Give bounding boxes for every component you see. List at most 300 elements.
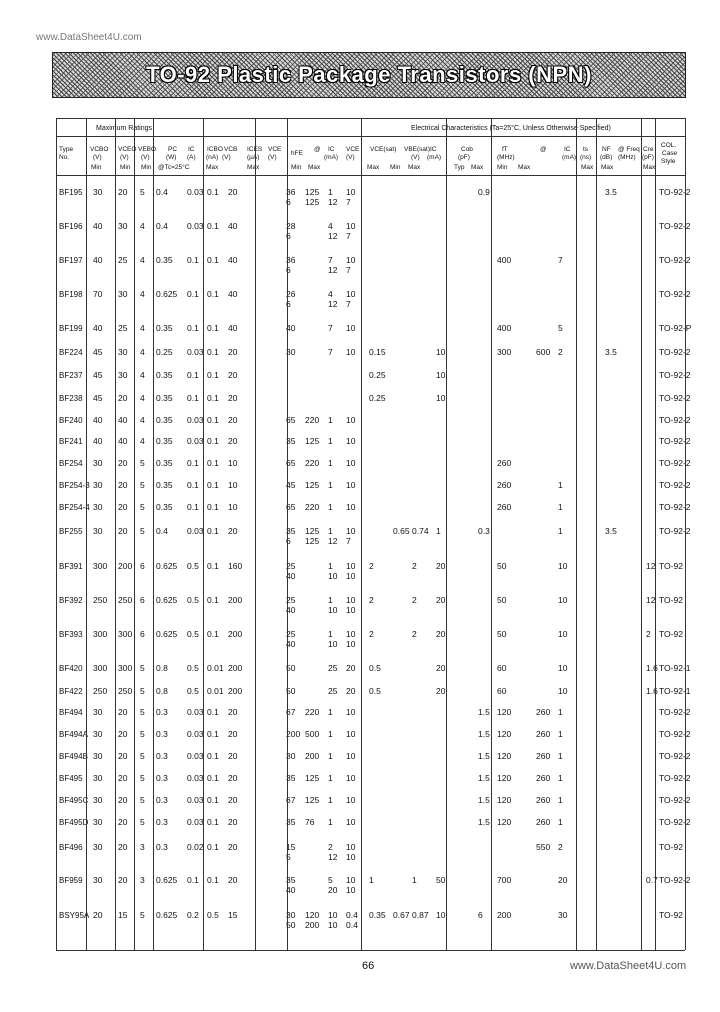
cell-vceo: 25 [118, 323, 128, 333]
cell-hfe_min: 50 [286, 663, 296, 673]
cell-vebo: 5 [140, 526, 145, 536]
cell-icbo: 0.1 [207, 795, 219, 805]
cell-vebo: 5 [140, 751, 145, 761]
cell-pc: 0.35 [156, 415, 173, 425]
cell-ic: 0.2 [187, 910, 199, 920]
cell-ic3: 20 [436, 595, 446, 605]
cell-vebo: 4 [140, 221, 145, 231]
cell-vcb: 20 [228, 415, 238, 425]
device-type: BF420 [59, 664, 83, 673]
cell-vebo: 5 [140, 502, 145, 512]
cell-hfe_max: 125 [305, 436, 320, 446]
cell-ic: 0.1 [187, 323, 199, 333]
cell-vcesat_max: 1 [369, 875, 374, 885]
cell-icbo: 0.1 [207, 729, 219, 739]
cell-icbo: 0.1 [207, 393, 219, 403]
cell-ic: 0.03 [187, 795, 204, 805]
cell-vebo: 6 [140, 629, 145, 639]
cell-vbesat_max: 0.74 [412, 526, 429, 536]
hdr-pc: PC [168, 146, 178, 153]
cell-hfe_min: 200 [286, 729, 301, 739]
cell-ft_min: 200 [497, 910, 512, 920]
cell-ts: 1 [558, 751, 563, 761]
cell-ft_min: 60 [497, 686, 507, 696]
cell-vebo: 5 [140, 187, 145, 197]
cell-ic2: 1 [328, 526, 333, 536]
cell-ic2b: 10 [328, 605, 338, 615]
cell-vce2b: 7 [346, 536, 351, 546]
cell-vcb: 160 [228, 561, 243, 571]
cell-ic2b: 12 [328, 231, 338, 241]
hdr-no: No. [59, 154, 70, 161]
cell-ft_min: 260 [497, 480, 512, 490]
cell-vceo: 20 [118, 729, 128, 739]
hdr-pc-unit: (W) [166, 154, 177, 161]
cell-case: TO-92-2 [659, 370, 691, 380]
cell-pc: 0.625 [156, 875, 178, 885]
cell-case: TO-92-2 [659, 729, 691, 739]
cell-pc: 0.35 [156, 480, 173, 490]
hdr-vebo-min: Min [141, 164, 152, 171]
cell-icbo: 0.1 [207, 289, 219, 299]
hdr-nf-max: Max [601, 164, 614, 171]
hdr-ts-max: Max [581, 164, 594, 171]
cell-ts: 10 [558, 629, 568, 639]
cell-case: TO-92-2 [659, 221, 691, 231]
cell-hfe_max2: 125 [305, 197, 320, 207]
cell-vceo: 300 [118, 629, 133, 639]
device-type: BF199 [59, 324, 83, 333]
cell-vebo: 4 [140, 255, 145, 265]
device-type: BF494 [59, 708, 83, 717]
cell-vebo: 3 [140, 875, 145, 885]
cell-ft_min: 700 [497, 875, 512, 885]
cell-icbo: 0.1 [207, 347, 219, 357]
row-rule [56, 136, 685, 137]
watermark-top[interactable]: www.DataSheet4U.com [36, 32, 142, 43]
hdr-ic: IC [188, 146, 195, 153]
cell-icbo: 0.1 [207, 187, 219, 197]
cell-pc: 0.3 [156, 729, 168, 739]
cell-cre: 12 [646, 595, 656, 605]
cell-ic2: 1 [328, 795, 333, 805]
cell-pc: 0.3 [156, 842, 168, 852]
cell-vcesat_max: 2 [369, 561, 374, 571]
cell-case: TO-92 [659, 629, 683, 639]
cell-vce2: 10 [346, 480, 356, 490]
cell-vce2: 10 [346, 729, 356, 739]
cell-cob: 1.5 [478, 707, 490, 717]
cell-hfe_min2: 40 [286, 885, 296, 895]
device-type: BF254-4 [59, 503, 90, 512]
cell-ic2: 1 [328, 729, 333, 739]
cell-ts: 1 [558, 502, 563, 512]
cell-ts: 10 [558, 663, 568, 673]
cell-ft_min: 120 [497, 817, 512, 827]
cell-ic: 0.03 [187, 187, 204, 197]
cell-case: TO-92-2 [659, 773, 691, 783]
cell-pc: 0.3 [156, 707, 168, 717]
cell-ic: 0.03 [187, 817, 204, 827]
cell-vcesat_max: 2 [369, 595, 374, 605]
cell-ft_max: 260 [536, 773, 551, 783]
device-type: BF495C [59, 796, 89, 805]
cell-ic2: 4 [328, 289, 333, 299]
title-banner [52, 52, 686, 98]
cell-vcb: 40 [228, 221, 238, 231]
cell-ic2: 5 [328, 875, 333, 885]
device-type: BF393 [59, 630, 83, 639]
hdr-vebo-unit: (V) [141, 154, 150, 161]
hdr-ic4-unit: (mA) [562, 154, 577, 161]
cell-pc: 0.3 [156, 817, 168, 827]
cell-vcbo: 30 [93, 817, 103, 827]
cell-hfe_min: 30 [286, 751, 296, 761]
cell-case: TO-92-1 [659, 686, 691, 696]
device-type: BF197 [59, 256, 83, 265]
cell-ic2: 1 [328, 595, 333, 605]
cell-vcb: 20 [228, 370, 238, 380]
cell-icbo: 0.1 [207, 561, 219, 571]
hdr-vbesat-min: Min [390, 164, 401, 171]
hdr-vcesat: VCE(sat) [370, 146, 397, 153]
cell-hfe_min2: 50 [286, 920, 296, 930]
hdr-hfe-max: Max [308, 164, 321, 171]
cell-ic2b: 10 [328, 920, 338, 930]
cell-hfe_min: 35 [286, 526, 296, 536]
cell-vcb: 200 [228, 629, 243, 639]
device-type: BF495D [59, 818, 89, 827]
cell-vcb: 20 [228, 773, 238, 783]
cell-case: TO-92-2 [659, 289, 691, 299]
hdr-ft-min: Min [497, 164, 508, 171]
cell-vbesat_max: 2 [412, 595, 417, 605]
cell-vceo: 40 [118, 415, 128, 425]
hdr-icbo-max: Max [206, 164, 219, 171]
cell-vcbo: 40 [93, 323, 103, 333]
cell-ft_min: 120 [497, 795, 512, 805]
cell-case: TO-92 [659, 842, 683, 852]
hdr-ft-max: Max [518, 164, 531, 171]
cell-hfe_max: 220 [305, 502, 320, 512]
col-rule [596, 118, 597, 950]
hdr-vcesat-max: Max [367, 164, 380, 171]
cell-ic: 0.5 [187, 629, 199, 639]
cell-cob: 6 [478, 910, 483, 920]
cell-hfe_max: 220 [305, 415, 320, 425]
cell-hfe_max: 125 [305, 773, 320, 783]
hdr-ices-unit: (µA) [247, 154, 260, 161]
hdr-ic2: IC [328, 146, 335, 153]
cell-ic2b: 10 [328, 571, 338, 581]
hdr-vceo-unit: (V) [120, 154, 129, 161]
col-rule [655, 118, 656, 950]
cell-icbo: 0.1 [207, 436, 219, 446]
page-title: TO-92 Plastic Package Transistors (NPN) [146, 62, 592, 87]
group-max-ratings: Maximum Ratings [96, 125, 153, 132]
cell-vcb: 20 [228, 817, 238, 827]
cell-vce2b: 7 [346, 299, 351, 309]
cell-case: TO-92 [659, 595, 683, 605]
cell-vce2: 20 [346, 663, 356, 673]
cell-vce2b: 10 [346, 852, 356, 862]
cell-pc: 0.35 [156, 370, 173, 380]
cell-ic3: 1 [436, 526, 441, 536]
cell-hfe_min: 25 [286, 595, 296, 605]
cell-vcbo: 30 [93, 751, 103, 761]
cell-pc: 0.35 [156, 502, 173, 512]
cell-vce2b: 7 [346, 197, 351, 207]
hdr-ic2-unit: (mA) [324, 154, 339, 161]
cell-vceo: 20 [118, 707, 128, 717]
cell-hfe_max: 125 [305, 480, 320, 490]
cell-pc: 0.35 [156, 393, 173, 403]
cell-vebo: 5 [140, 795, 145, 805]
cell-hfe_max2: 200 [305, 920, 320, 930]
cell-hfe_min: 28 [286, 221, 296, 231]
cell-vbesat_max: 2 [412, 629, 417, 639]
cell-ic2: 2 [328, 842, 333, 852]
watermark-bottom[interactable]: www.DataSheet4U.com [570, 960, 687, 972]
hdr-pc-cond: @Tc=25°C [158, 164, 190, 171]
cell-hfe_max2: 125 [305, 536, 320, 546]
col-rule [56, 118, 57, 950]
cell-case: TO-92-1 [659, 663, 691, 673]
cell-vcesat_max: 0.35 [369, 910, 386, 920]
cell-vce2b: 7 [346, 231, 351, 241]
cell-hfe_min: 35 [286, 436, 296, 446]
hdr-freq: @ Freq [618, 146, 640, 153]
cell-vcb: 200 [228, 595, 243, 605]
cell-ft_max: 260 [536, 751, 551, 761]
cell-hfe_min: 65 [286, 502, 296, 512]
cell-ic2: 10 [328, 910, 338, 920]
cell-ft_min: 120 [497, 751, 512, 761]
cell-ic: 0.03 [187, 436, 204, 446]
cell-ic2b: 12 [328, 852, 338, 862]
cell-hfe_min: 45 [286, 480, 296, 490]
cell-ic2: 1 [328, 502, 333, 512]
cell-case: TO-92-2 [659, 526, 691, 536]
hdr-cre-unit: (pF) [642, 154, 654, 161]
cell-vce2: 0.4 [346, 910, 358, 920]
row-rule [56, 175, 685, 176]
cell-vcb: 20 [228, 795, 238, 805]
cell-ts: 1 [558, 817, 563, 827]
hdr-vbesat: VBE(sat) [404, 146, 431, 153]
cell-ic3: 50 [436, 875, 446, 885]
cell-vebo: 5 [140, 773, 145, 783]
cell-vcbo: 30 [93, 526, 103, 536]
cell-ic: 0.02 [187, 842, 204, 852]
hdr-ic-unit: (A) [187, 154, 196, 161]
cell-hfe_max: 125 [305, 526, 320, 536]
hdr-hfe-at: @ [314, 146, 321, 153]
page-number: 66 [362, 960, 375, 972]
cell-vcbo: 20 [93, 910, 103, 920]
cell-vcbo: 30 [93, 707, 103, 717]
cell-vcb: 10 [228, 480, 238, 490]
cell-ft_min: 50 [497, 629, 507, 639]
cell-vce2b: 10 [346, 571, 356, 581]
cell-ic: 0.1 [187, 480, 199, 490]
cell-vbesat_max: 0.87 [412, 910, 429, 920]
cell-ic: 0.1 [187, 255, 199, 265]
cell-ic: 0.03 [187, 707, 204, 717]
cell-ic: 0.5 [187, 595, 199, 605]
cell-vce2: 10 [346, 629, 356, 639]
cell-icbo: 0.1 [207, 773, 219, 783]
cell-ft_min: 260 [497, 458, 512, 468]
cell-vcesat_max: 0.5 [369, 686, 381, 696]
cell-vebo: 4 [140, 393, 145, 403]
hdr-vce2-unit: (V) [346, 154, 355, 161]
device-type: BF224 [59, 348, 83, 357]
hdr-ft-at: @ [540, 146, 547, 153]
cell-pc: 0.35 [156, 458, 173, 468]
cell-pc: 0.3 [156, 751, 168, 761]
cell-case: TO-92-2 [659, 187, 691, 197]
hdr-case-style: Style [661, 158, 676, 165]
cell-ic: 0.1 [187, 289, 199, 299]
cell-vebo: 3 [140, 842, 145, 852]
cell-ic: 0.1 [187, 875, 199, 885]
cell-vcb: 15 [228, 910, 238, 920]
cell-vebo: 5 [140, 663, 145, 673]
cell-icbo: 0.1 [207, 629, 219, 639]
cell-icbo: 0.1 [207, 502, 219, 512]
cell-ts: 10 [558, 561, 568, 571]
cell-ft_max: 260 [536, 729, 551, 739]
cell-vcbo: 40 [93, 415, 103, 425]
cell-hfe_max: 120 [305, 910, 320, 920]
cell-pc: 0.4 [156, 526, 168, 536]
cell-ic2: 1 [328, 436, 333, 446]
cell-hfe_min: 67 [286, 795, 296, 805]
hdr-cre-max: Max [643, 164, 656, 171]
cell-vceo: 20 [118, 842, 128, 852]
cell-vceo: 30 [118, 289, 128, 299]
cell-ft_max: 600 [536, 347, 551, 357]
cell-pc: 0.8 [156, 663, 168, 673]
cell-hfe_min2: 6 [286, 231, 291, 241]
cell-icbo: 0.1 [207, 323, 219, 333]
cell-vebo: 5 [140, 729, 145, 739]
cell-vce2b: 7 [346, 265, 351, 275]
cell-vce2: 10 [346, 842, 356, 852]
cell-icbo: 0.1 [207, 526, 219, 536]
cell-vceo: 30 [118, 347, 128, 357]
cell-vcb: 20 [228, 875, 238, 885]
cell-icbo: 0.1 [207, 842, 219, 852]
cell-ts: 20 [558, 875, 568, 885]
cell-vceo: 200 [118, 561, 133, 571]
cell-ic2: 25 [328, 686, 338, 696]
device-type: BF241 [59, 437, 83, 446]
cell-vceo: 250 [118, 595, 133, 605]
cell-vceo: 30 [118, 370, 128, 380]
cell-cre: 0.7 [646, 875, 658, 885]
cell-ic: 0.03 [187, 347, 204, 357]
cell-vcb: 40 [228, 255, 238, 265]
cell-ic: 0.03 [187, 221, 204, 231]
cell-hfe_min: 15 [286, 842, 296, 852]
cell-vceo: 20 [118, 393, 128, 403]
cell-hfe_min2: 6 [286, 265, 291, 275]
cell-pc: 0.625 [156, 561, 178, 571]
cell-hfe_min: 35 [286, 773, 296, 783]
cell-hfe_min2: 6 [286, 536, 291, 546]
cell-pc: 0.4 [156, 221, 168, 231]
cell-vceo: 40 [118, 436, 128, 446]
cell-hfe_min2: 5 [286, 852, 291, 862]
cell-case: TO-92-2 [659, 255, 691, 265]
cell-hfe_min: 30 [286, 910, 296, 920]
col-rule [134, 118, 135, 950]
cell-vceo: 20 [118, 875, 128, 885]
cell-ic3: 20 [436, 561, 446, 571]
cell-vebo: 5 [140, 910, 145, 920]
cell-ts: 1 [558, 526, 563, 536]
hdr-vsat-unit: (V) [411, 154, 420, 161]
cell-cob: 1.5 [478, 751, 490, 761]
cell-vebo: 5 [140, 707, 145, 717]
hdr-hfe-min: Min [291, 164, 302, 171]
cell-vcbo: 300 [93, 561, 108, 571]
cell-vceo: 30 [118, 221, 128, 231]
hdr-ices: ICES [247, 146, 263, 153]
cell-case: TO-92-2 [659, 480, 691, 490]
cell-ic2b: 12 [328, 197, 338, 207]
cell-vebo: 5 [140, 817, 145, 827]
cell-vcbo: 250 [93, 686, 108, 696]
cell-vceo: 20 [118, 817, 128, 827]
cell-vce2: 10 [346, 323, 356, 333]
hdr-ft-unit: (MHz) [497, 154, 515, 161]
hdr-vcb-unit: (V) [222, 154, 231, 161]
cell-hfe_min: 67 [286, 707, 296, 717]
cell-ft_min: 50 [497, 595, 507, 605]
hdr-cob-typ: Typ [454, 164, 465, 171]
cell-vce2: 10 [346, 415, 356, 425]
cell-pc: 0.35 [156, 255, 173, 265]
hdr-icbo: ICBO [207, 146, 223, 153]
cell-ic: 0.03 [187, 526, 204, 536]
cell-ic2: 7 [328, 323, 333, 333]
cell-vce2: 10 [346, 289, 356, 299]
cell-pc: 0.35 [156, 323, 173, 333]
cell-icbo: 0.1 [207, 817, 219, 827]
cell-ts: 7 [558, 255, 563, 265]
device-type: BF255 [59, 527, 83, 536]
cell-case: TO-92-2 [659, 875, 691, 885]
cell-ic: 0.5 [187, 561, 199, 571]
device-type: BSY95A [59, 911, 90, 920]
cell-ic2b: 12 [328, 536, 338, 546]
cell-ic2: 7 [328, 255, 333, 265]
cell-pc: 0.625 [156, 910, 178, 920]
cell-vcbo: 300 [93, 663, 108, 673]
cell-hfe_max: 500 [305, 729, 320, 739]
cell-icbo: 0.1 [207, 415, 219, 425]
hdr-vbesat-max: Max [408, 164, 421, 171]
cell-icbo: 0.1 [207, 595, 219, 605]
device-type: BF391 [59, 562, 83, 571]
cell-hfe_min: 25 [286, 629, 296, 639]
cell-vcbo: 40 [93, 255, 103, 265]
cell-vceo: 25 [118, 255, 128, 265]
col-rule [115, 118, 116, 950]
